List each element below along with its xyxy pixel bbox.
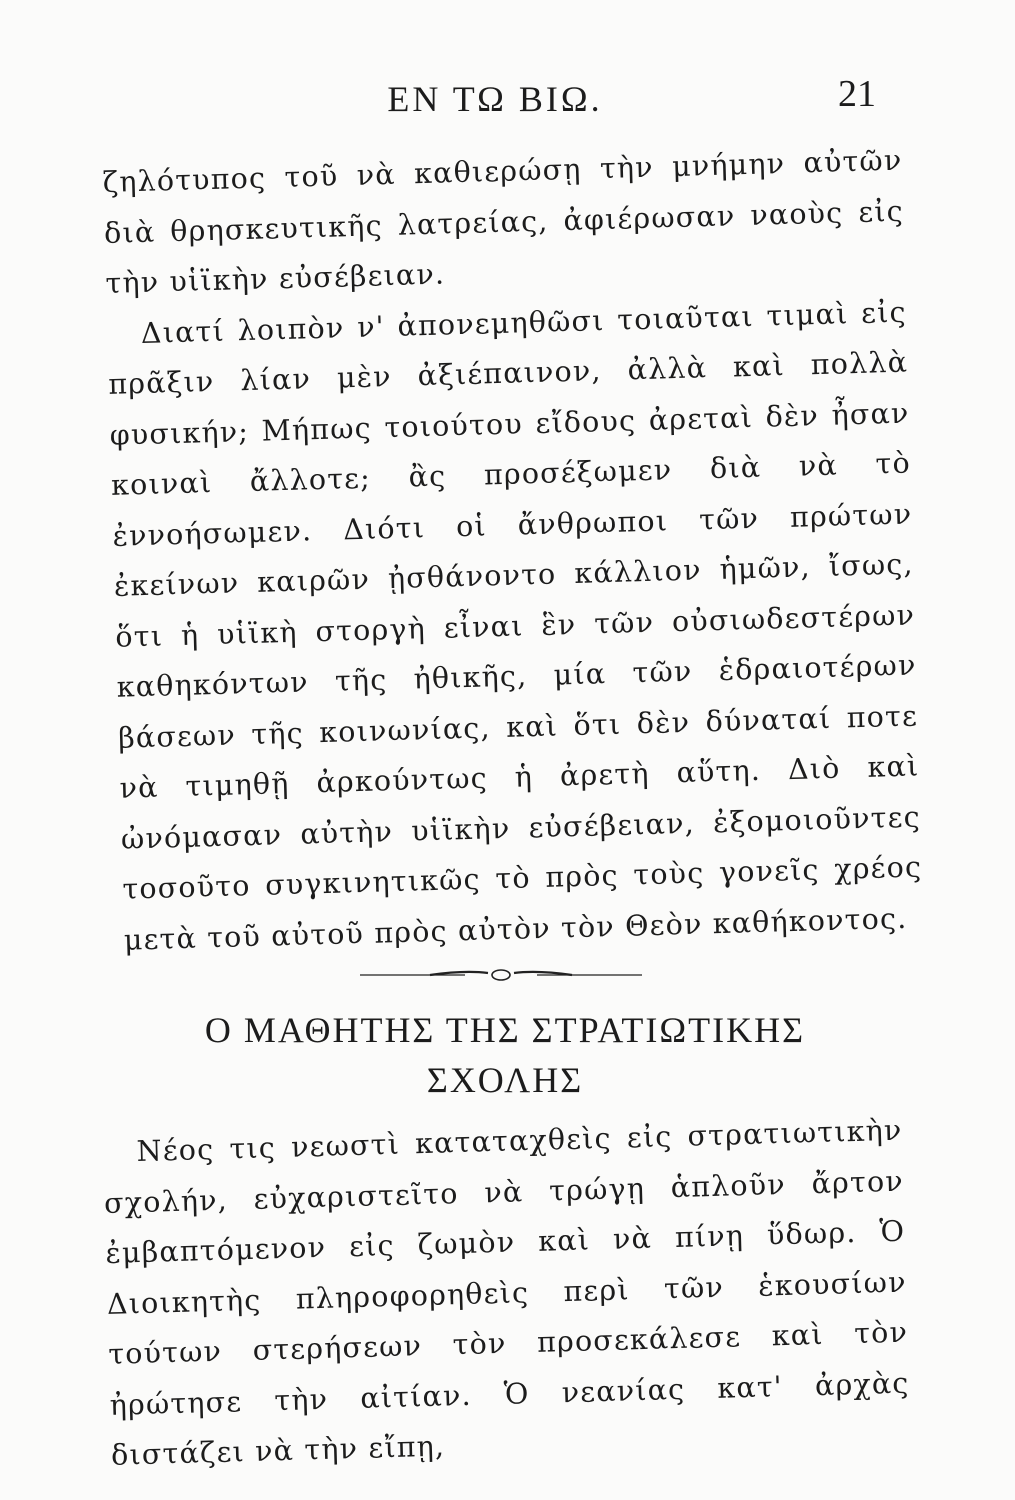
paragraph-military-student: Νέος τις νεωστὶ καταταχθεὶς εἰς στρατιωτικὴν σχολήν, εὐχαριστεῖτο νὰ τρώγῃ ἁπλοῦν ἄρτον ἐμβαπτόμενον εἰς ζωμὸν καὶ νὰ πίνῃ ὕδωρ. Ὁ Διοικητὴς πληροφορηθεὶς περὶ τῶν ἑκουσίων τούτων στερήσεων τὸν προσεκάλεσε καὶ τὸν ἠρώτησε τὴν αἰτίαν. Ὁ νεανίας κατ' ἀρχὰς διστάζει νὰ τὴν εἴπῃ, [103, 1113, 910, 1472]
paragraph-filial-piety: Διατί λοιπὸν ν' ἀπονεμηθῶσι τοιαῦται τιμαὶ εἰς πρᾶξιν λίαν μὲν ἀξιέπαινον, ἀλλὰ καὶ πολλὰ φυσικήν; Μήπως τοιούτου εἴδους ἀρεταὶ δὲν ἦσαν κοιναὶ ἄλλοτε; ἂς προσέξωμεν διὰ νὰ τὸ ἐννοήσωμεν. Διότι οἱ ἄνθρωποι τῶν πρώτων ἐκείνων καιρῶν ᾐσθάνοντο κάλλιον ἡμῶν, ἴσως, ὅτι ἡ υἱϊκὴ στοργὴ εἶναι ἓν τῶν οὐσιωδεστέρων καθηκόντων τῆς ἠθικῆς, μία τῶν ἑδραιοτέρων βάσεων τῆς κοινωνίας, καὶ ὅτι δὲν δύναταί ποτε νὰ τιμηθῇ ἀρκούντως ἡ ἀρετὴ αὕτη. Διὸ καὶ ὠνόμασαν αὐτὴν υἱϊκὴν εὐσέβειαν, ἐξομοιοῦντες τοσοῦτο συγκινητικῶς τὸ πρὸς τοὺς γονεῖς χρέος μετὰ τοῦ αὐτοῦ πρὸς αὐτὸν τὸν Θεὸν καθήκοντος. [107, 295, 923, 957]
section-heading-line-1: Ο ΜΑΘΗΤΗΣ ΤΗΣ ΣΤΡΑΤΙΩΤΙΚΗΣ [204, 1010, 806, 1050]
page-number: 21 [838, 73, 876, 115]
ornament-divider [360, 960, 642, 990]
section-heading [120, 1005, 890, 1105]
running-title: ΕΝ ΤΩ ΒΙΩ. [387, 79, 603, 119]
running-header [100, 72, 890, 122]
text-block-top [102, 136, 924, 966]
section-heading-line-2: ΣΧΟΛΗΣ [426, 1060, 584, 1100]
text-block-bottom [102, 1106, 912, 1482]
paragraph-continuation: ζηλότυπος τοῦ νὰ καθιερώσῃ τὴν μνήμην αὐτῶν διὰ θρησκευτικῆς λατρείας, ἀφιέρωσαν ναοὺς εἰς τὴν υἱϊκὴν εὐσέβειαν. [102, 143, 905, 300]
